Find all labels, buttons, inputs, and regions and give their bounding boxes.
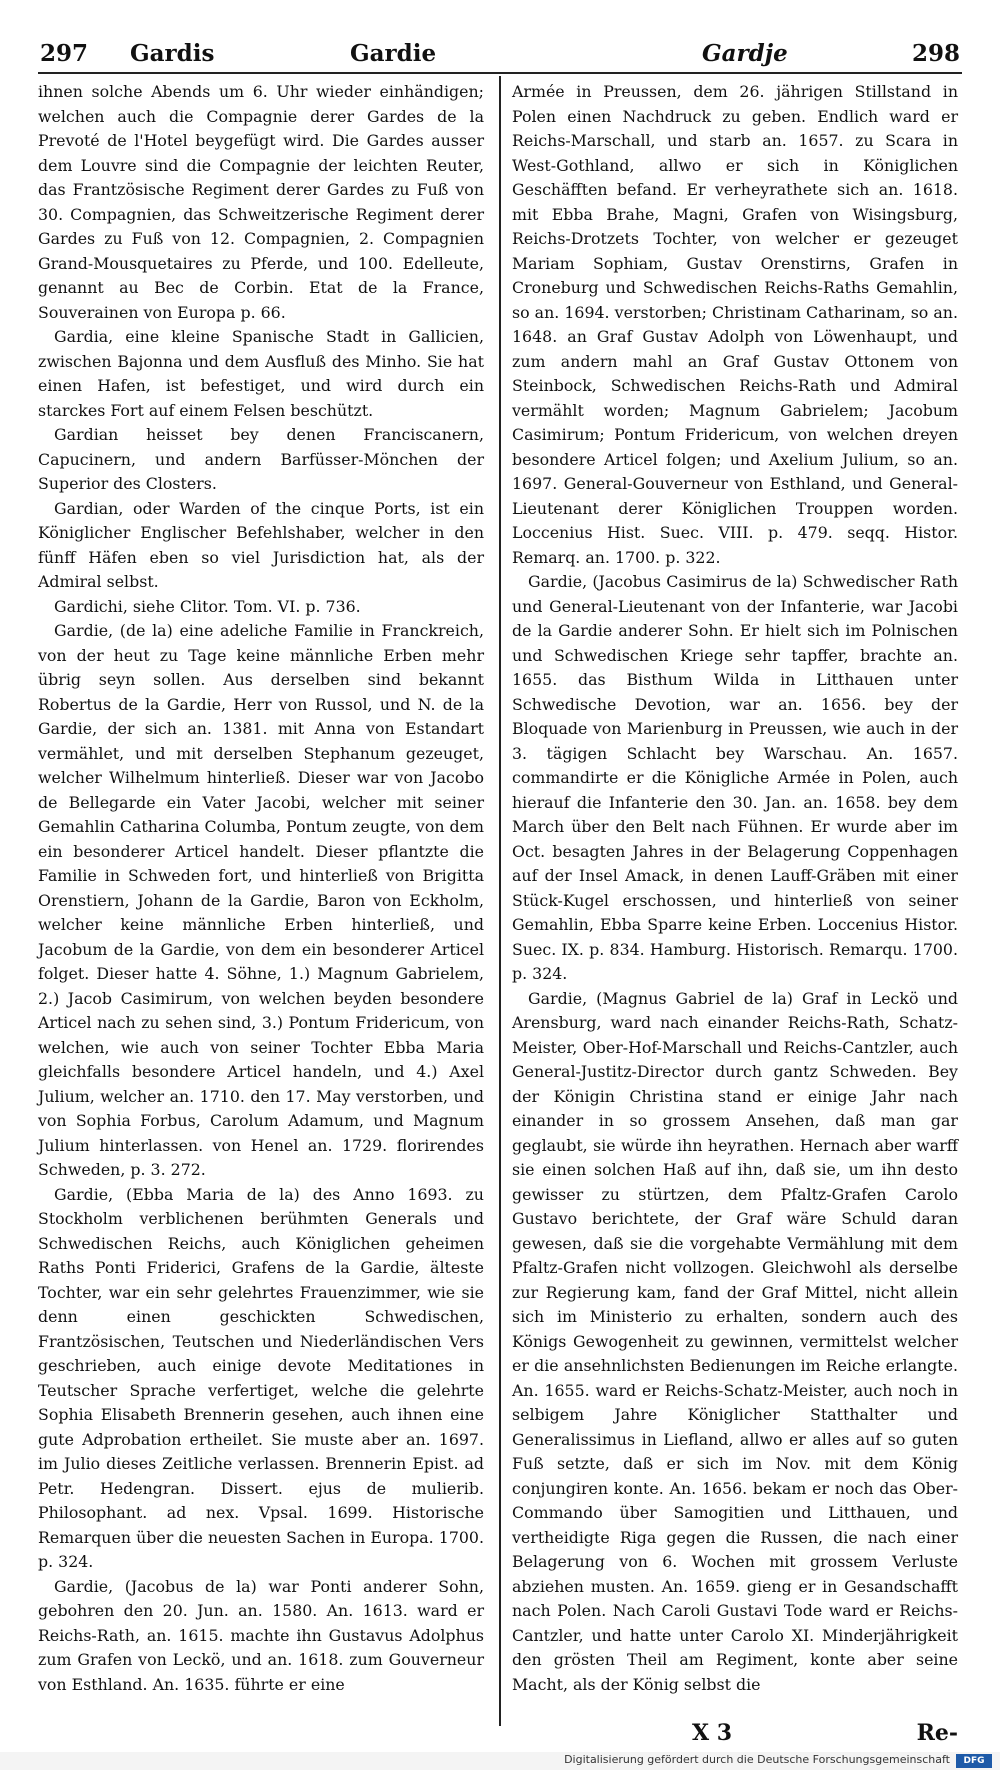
- paragraph: Gardie, (Jacobus de la) war Ponti anderer Sohn, gebohren den 20. Jun. an. 1580. An. 1613. ward er Reichs-Rath, an. 1615. machte ihn Gustavus Adolphus zum Grafen von Leckö, und an. 1618. zum Gouverneur von Esthland. An. 1635. führte er eine: [38, 1576, 484, 1694]
- left-column: [38, 80, 484, 1697]
- column-divider: [499, 76, 501, 1726]
- funding-credit: Digitalisierung gefördert durch die Deutsche Forschungsgemeinschaft: [564, 1753, 950, 1766]
- page-number-left: 297: [40, 40, 89, 67]
- dfg-logo-icon: DFG: [956, 1754, 992, 1768]
- paragraph: Gardia, eine kleine Spanische Stadt in Gallicien, zwischen Bajonna und dem Ausfluß des Minho. Sie hat einen Hafen, ist befestiget, und wird durch ein starckes Fort auf einem Felsen beschützt.: [38, 327, 484, 420]
- signature-mark: X 3: [692, 1720, 733, 1746]
- paragraph: Gardie, (Magnus Gabriel de la) Graf in Leckö und Arensburg, ward nach einander Reichs-Rath, Schatz-Meister, Ober-Hof-Marschall und Reichs-Cantzler, auch General-Justitz-Director durch gantz Schweden. Bey der Königin Christina stand er einige Jahr nach einander in so grossem Ansehen, daß man gar geglaubt, sie würde ihn heyrathen. Hernach aber warff sie einen solchen Haß auf ihn, daß sie, um ihn desto gewisser zu stürtzen, dem Pfaltz-Grafen Carolo Gustavo berichtete, der Graf wäre Schuld daran gewesen, daß sie die vorgehabte Vermählung mit dem Pfaltz-Grafen nicht vollzogen. Gleichwohl als derselbe zur Regierung kam, fand der Graf Mittel, nicht allein sich im Ministerio zu erhalten, sondern auch des Königs Gewogenheit zu gewinnen, vermittelst welcher er die ansehnlichsten Bedienungen im Reiche erlangte. An. 1655. ward er Reichs-Schatz-Meister, auch noch in selbigem Jahre Königlicher Statthalter und Generalissimus in Liefland, allwo er alles auf so guten Fuß setzte, daß er sich im Nov. mit dem König conjungiren konte. An. 1656. bekam er noch das Ober-Commando über Samogitien und Litthauen, und vertheidigte Riga gegen die Russen, die nach einer Belagerung von 6. Wochen mit grossem Verluste abziehen musten. An. 1659. gieng er in Gesandschafft nach Polen. Nach Caroli Gustavi Tode ward er Reichs-Cantzler, und hatte unter Carolo XI. Minderjährigkeit den grösten Theil am Regiment, konte aber seine Macht, als der König selbst die: [512, 988, 958, 1694]
- paragraph: Armée in Preussen, dem 26. jährigen Stillstand in Polen einen Nachdruck zu geben. Endlich ward er Reichs-Marschall, und starb an. 1657. zu Scara in West-Gothland, allwo er sich in Königlichen Geschäfften befand. Er verheyrathete sich an. 1618. mit Ebba Brahe, Magni, Grafen von Wisingsburg, Reichs-Drotzets Tochter, von welcher er gezeuget Mariam Sophiam, Gustav Orenstirns, Grafen in Croneburg und Schwedischen Reichs-Raths Gemahlin, so an. 1694. verstorben; Christinam Catharinam, so an. 1648. an Graf Gustav Adolph von Löwenhaupt, und zum andern mahl an Graf Gustav Ottonem von Steinbock, Schwedischen Reichs-Rath und Admiral vermählt worden; Magnum Gabrielem; Jacobum Casimirum; Pontum Fridericum, von welchen dreyen besondere Articel folgen; und Axelium Julium, so an. 1697. General-Gouverneur von Esthland, und General-Lieutenant derer Königlichen Trouppen worden. Loccenius Hist. Suec. VIII. p. 479. seqq. Histor. Remarq. an. 1700. p. 322.: [512, 82, 958, 567]
- header-rule: [38, 72, 962, 74]
- paragraph: Gardie, (de la) eine adeliche Familie in Franckreich, von der heut zu Tage keine männliche Erben mehr übrig seyn sollen. Aus derselben sind bekannt Robertus de la Gardie, Herr von Russol, und N. de la Gardie, der sich an. 1381. mit Anna von Estandart vermählet, und mit derselben Stephanum gezeuget, welcher Wilhelmum hinterließ. Dieser war von Jacobo de Bellegarde ein Vater Jacobi, welcher mit seiner Gemahlin Catharina Columba, Pontum zeugte, von dem ein besonderer Articel handelt. Dieser pflantzte die Familie in Schweden fort, und hinterließ von Brigitta Orenstiern, Johann de la Gardie, Baron von Eckholm, welcher keine männliche Erben hinterließ, und Jacobum de la Gardie, von dem ein besonderer Articel folget. Dieser hatte 4. Söhne, 1.) Magnum Gabrielem, 2.) Jacob Casimirum, von welchen beyden besondere Articel nach zu sehen sind, 3.) Pontum Fridericum, von welchen, wie auch von seiner Tochter Ebba Maria gleichfalls besondere Articel handeln, und 4.) Axel Julium, welcher an. 1710. den 17. May verstorben, und von Sophia Forbus, Carolum Adamum, und Magnum Julium hinterlassen. von Henel an. 1729. florirendes Schweden, p. 3. 272.: [38, 621, 484, 1179]
- paragraph: Gardian heisset bey denen Franciscanern, Capucinern, und andern Barfüsser-Mönchen der Superior des Closters.: [38, 425, 484, 493]
- page-number-right: 298: [911, 40, 960, 67]
- paragraph: ihnen solche Abends um 6. Uhr wieder einhändigen; welchen auch die Compagnie derer Gardes de la Prevoté de l'Hotel beygefügt wird. Die Gardes ausser dem Louvre sind die Compagnie der leichten Reuter, das Frantzösische Regiment derer Gardes zu Fuß von 30. Compagnien, das Schweitzerische Regiment derer Gardes zu Fuß von 12. Compagnien, 2. Compagnien Grand-Mousquetaires zu Pferde, und 100. Edelleute, genannt au Bec de Corbin. Etat de la France, Souverainen von Europa p. 66.: [38, 82, 484, 322]
- paragraph: Gardie, (Ebba Maria de la) des Anno 1693. zu Stockholm verblichenen berühmten Generals und Schwedischen Reichs, auch Königlichen geheimen Raths Ponti Friderici, Grafens de la Gardie, älteste Tochter, war ein sehr gelehrtes Frauenzimmer, wie sie denn einen geschickten Schwedischen, Frantzösischen, Teutschen und Niederländischen Vers geschrieben, auch einige devote Meditationes in Teutscher Sprache verfertiget, welche die gelehrte Sophia Elisabeth Brennerin gesehen, auch ihnen eine gute Adprobation ertheilet. Sie muste aber an. 1697. im Julio dieses Zeitliche verlassen. Brennerin Epist. ad Petr. Hedengran. Dissert. ejus de mulierib. Philosophant. ad nex. Vpsal. 1699. Historische Remarquen über die neuesten Sachen in Europa. 1700. p. 324.: [38, 1184, 484, 1571]
- header-keyword-left: Gardis: [130, 40, 215, 67]
- right-column: [512, 80, 958, 1697]
- digitization-footer: [0, 1752, 1000, 1770]
- catchword: Re-: [916, 1720, 958, 1746]
- paragraph: Gardian, oder Warden of the cinque Ports, ist ein Königlicher Englischer Befehlshaber, welcher in den fünff Häfen eben so viel Jurisdiction hat, als der Admiral selbst.: [38, 498, 484, 591]
- paragraph: Gardichi, siehe Clitor. Tom. VI. p. 736.: [54, 596, 361, 616]
- paragraph: Gardie, (Jacobus Casimirus de la) Schwedischer Rath und General-Lieutenant von der Infanterie, war Jacobi de la Gardie anderer Sohn. Er hielt sich im Polnischen und Schwedischen Kriege sehr tapffer, brachte an. 1655. das Bisthum Wilda in Litthauen unter Schwedische Devotion, war an. 1656. bey der Bloquade von Marienburg in Preussen, wie auch in der 3. tägigen Schlacht bey Warschau. An. 1657. commandirte er die Königliche Armée in Polen, auch hierauf die Infanterie den 30. Jan. an. 1658. bey dem March über den Belt nach Fühnen. Er wurde aber im Oct. besagten Jahres in der Belagerung Coppenhagen auf der Insel Amack, in denen Lauff-Gräben mit einer Stück-Kugel erschossen, und hinterließ von seiner Gemahlin, Ebba Sparre keine Erben. Loccenius Histor. Suec. IX. p. 834. Hamburg. Historisch. Remarqu. 1700. p. 324.: [512, 572, 958, 983]
- header-keyword-right: Gardje: [702, 40, 788, 67]
- header-keyword-center: Gardie: [350, 40, 437, 67]
- catchline: [512, 1720, 958, 1750]
